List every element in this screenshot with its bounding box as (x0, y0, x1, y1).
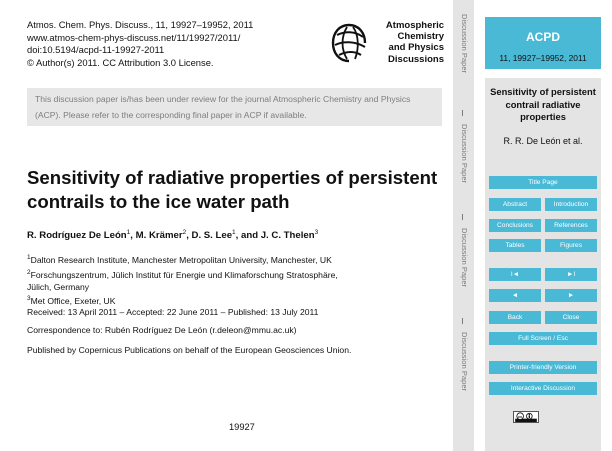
back-button[interactable]: Back (489, 311, 541, 324)
correspondence: Correspondence to: Rubén Rodríguez De León (r.deleon@mmu.ac.uk) (27, 325, 297, 335)
strip-label-3: Discussion Paper (460, 228, 469, 288)
page-number: 19927 (229, 422, 255, 432)
printer-friendly-button[interactable]: Printer-friendly Version (489, 361, 597, 374)
references-button[interactable]: References (545, 219, 597, 232)
citation-url[interactable]: www.atmos-chem-phys-discuss.net/11/19927/2011/ (27, 31, 241, 43)
interactive-discussion-button[interactable]: Interactive Discussion (489, 382, 597, 395)
strip-label-4: Discussion Paper (460, 332, 469, 392)
affiliations (27, 252, 447, 308)
last-page-button[interactable]: ►I (545, 268, 597, 281)
short-title-panel (485, 78, 601, 168)
citation-block (27, 19, 253, 69)
publication-dates: Received: 13 April 2011 – Accepted: 22 June 2011 – Published: 13 July 2011 (27, 307, 319, 317)
previous-button[interactable]: ◄ (489, 289, 541, 302)
strip-label-2: Discussion Paper (460, 124, 469, 184)
affiliation-2-cont: Jülich, Germany (27, 281, 90, 292)
strip-divider (462, 214, 463, 220)
journal-name: ACPD (525, 30, 560, 44)
publisher-note: Published by Copernicus Publications on behalf of the European Geosciences Union. (27, 345, 352, 355)
acp-globe-icon (329, 19, 369, 67)
short-authors: R. R. De León et al. (503, 136, 583, 146)
citation-journal: Atmos. Chem. Phys. Discuss., 11, 19927–19952, 2011 (27, 19, 254, 30)
strip-divider (462, 110, 463, 116)
navigation-sidebar (474, 0, 612, 451)
logo-wordmark: Atmospheric Chemistry and Physics Discussions (385, 20, 444, 65)
conclusions-button[interactable]: Conclusions (489, 219, 541, 232)
volume-info: 11, 19927–19952, 2011 (499, 53, 587, 63)
close-button[interactable]: Close (545, 311, 597, 324)
short-title: Sensitivity of persistent contrail radiative properties (490, 86, 596, 123)
discussion-strip (453, 0, 474, 451)
introduction-button[interactable]: Introduction (545, 198, 597, 211)
nav-panel (485, 168, 601, 451)
next-button[interactable]: ► (545, 289, 597, 302)
first-page-button[interactable]: I◄ (489, 268, 541, 281)
figures-button[interactable]: Figures (545, 239, 597, 252)
title-page-button[interactable]: Title Page (489, 176, 597, 189)
cc-by-icon[interactable] (513, 411, 539, 423)
citation-doi: doi:10.5194/acpd-11-19927-2011 (27, 44, 165, 56)
review-notice: This discussion paper is/has been under review for the journal Atmospheric Chemistry and Physics (ACP). Please refer to the corresponding final paper in ACP if available. (27, 88, 442, 126)
affiliation-2: $^2$Forschungszentrum, Jülich Institut für Energie und Klimaforschung Stratosphäre, (27, 268, 338, 280)
paper-title: Sensitivity of radiative properties of persistent contrails to the ice water path (27, 167, 438, 212)
strip-label-1: Discussion Paper (460, 14, 469, 74)
fullscreen-button[interactable]: Full Screen / Esc (489, 332, 597, 345)
author-list: R. Rodríguez De León$^1$, M. Krämer$^2$, D. S. Lee$^1$, and J. C. Thelen$^3$ (27, 229, 319, 241)
strip-divider (462, 318, 463, 324)
affiliation-3: $^3$Met Office, Exeter, UK (27, 295, 116, 307)
affiliation-1: $^1$Dalton Research Institute, Manchester Metropolitan University, Manchester, UK (27, 254, 332, 265)
citation-license: © Author(s) 2011. CC Attribution 3.0 License. (27, 56, 214, 68)
journal-header (485, 17, 601, 69)
tables-button[interactable]: Tables (489, 239, 541, 252)
journal-logo (329, 19, 444, 71)
abstract-button[interactable]: Abstract (489, 198, 541, 211)
svg-text:cc: cc (518, 414, 523, 419)
